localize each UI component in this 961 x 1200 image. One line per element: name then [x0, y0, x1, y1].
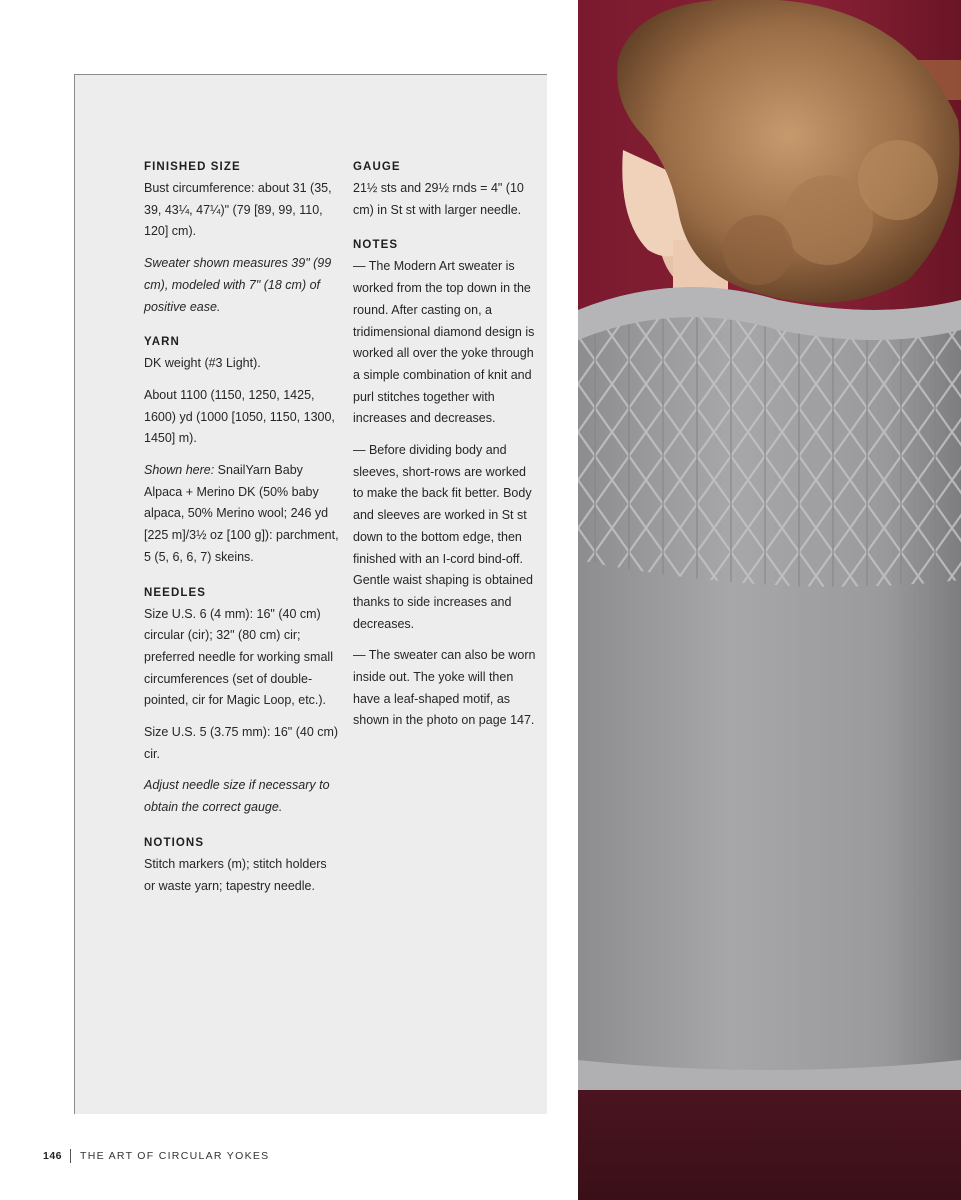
page-footer — [43, 1148, 270, 1164]
yarn-shown-here-text — [144, 460, 340, 569]
gauge-section — [353, 157, 539, 221]
needle-size-6-text: Size U.S. 6 (4 mm): 16" (40 cm) circular (cir); 32" (80 cm) cir; preferred needle for working small circumferences (set of double-pointed, cir for Magic Loop, etc.). — [144, 606, 333, 708]
bust-circumference-text: Bust circumference: about 31 (35, 39, 43¼, 47¼)" (79 [89, 99, 110, 120] cm). — [144, 181, 332, 239]
shown-here-label: Shown here: — [144, 463, 215, 478]
notions-text: Stitch markers (m); stitch holders or waste yarn; tapestry needle. — [144, 856, 327, 893]
yarn-section — [144, 332, 340, 568]
gauge-heading: GAUGE — [353, 161, 401, 173]
footer-divider — [70, 1149, 71, 1163]
book-title: THE ART OF CIRCULAR YOKES — [80, 1150, 270, 1162]
sweater-photo — [578, 0, 961, 1200]
finished-size-section — [144, 157, 340, 318]
yarn-heading: YARN — [144, 336, 180, 349]
notes-section — [353, 235, 539, 732]
notions-section — [144, 833, 340, 897]
notes-heading: NOTES — [353, 239, 399, 252]
needles-heading: NEEDLES — [144, 586, 207, 599]
gauge-text: 21½ sts and 29½ rnds = 4" (10 cm) in St st with larger needle. — [353, 181, 524, 217]
sweater-photo-illustration — [578, 0, 961, 1200]
page-number: 146 — [43, 1150, 63, 1162]
needles-section — [144, 583, 340, 819]
notes-top-down-text: — The Modern Art sweater is worked from the top down in the round. After casting on, a tridimensional diamond design is worked all over the yoke through a simple combination of knit and purl stitches together with increases and decreases. — [353, 259, 535, 426]
needle-size-5-text: Size U.S. 5 (3.75 mm): 16" (40 cm) cir. — [144, 725, 339, 761]
finished-size-heading: FINISHED SIZE — [144, 161, 241, 173]
notions-heading: NOTIONS — [144, 836, 205, 849]
notes-inside-out-text: — The sweater can also be worn inside out. The yoke will then have a leaf-shaped motif, as shown in the photo on page 147. — [353, 648, 536, 728]
left-column — [144, 157, 340, 907]
right-column — [353, 157, 539, 742]
pattern-info-panel — [74, 74, 547, 1114]
shown-here-detail: SnailYarn Baby Alpaca + Merino DK (50% baby alpaca, 50% Merino wool; 246 yd [225 m]/3½ oz [100 g]): parchment, 5 (5, 6, 6, 7) skeins. — [144, 463, 339, 564]
adjust-needle-text: Adjust needle size if necessary to obtain the correct gauge. — [144, 778, 330, 815]
notes-short-rows-text: — Before dividing body and sleeves, short-rows are worked to make the back fit better. Body and sleeves are worked in St st down to the bottom edge, then finished with an I-cord bind-off. Gentle waist shaping is obtained thanks to side increases and decreases. — [353, 443, 533, 631]
yarn-amount-text: About 1100 (1150, 1250, 1425, 1600) yd (1000 [1050, 1150, 1300, 1450] m). — [144, 387, 335, 446]
yarn-weight-text: DK weight (#3 Light). — [144, 356, 261, 371]
sweater-shown-text: Sweater shown measures 39" (99 cm), modeled with 7" (18 cm) of positive ease. — [144, 256, 332, 314]
